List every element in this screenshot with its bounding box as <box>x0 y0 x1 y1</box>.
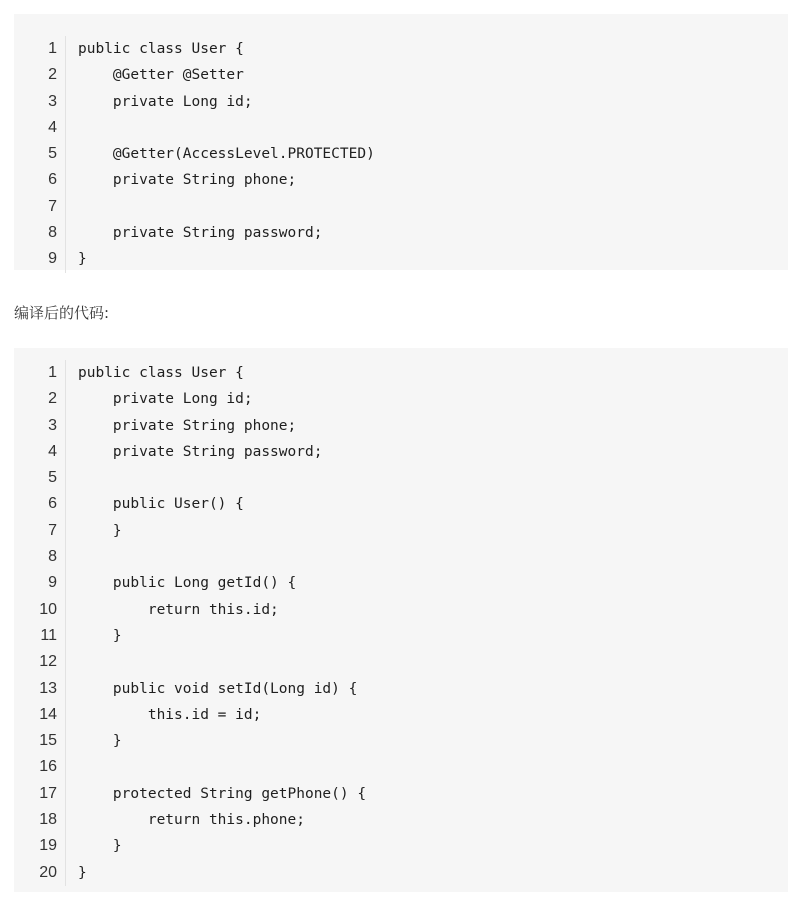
line-number: 5 <box>14 141 66 167</box>
code-text <box>66 754 78 780</box>
code-line <box>14 220 788 246</box>
code-line <box>14 544 788 570</box>
code-line <box>14 623 788 649</box>
code-text: } <box>78 522 122 539</box>
code-text: private String phone; <box>78 417 297 434</box>
code-text: protected String getPhone() { <box>78 785 367 802</box>
line-number: 4 <box>14 439 66 465</box>
code-line <box>14 115 788 141</box>
compiled-code-caption: 编译后的代码: <box>14 304 110 322</box>
line-number: 9 <box>14 246 66 272</box>
line-number: 17 <box>14 781 66 807</box>
code-line <box>14 518 788 544</box>
line-number: 2 <box>14 62 66 88</box>
code-line <box>14 194 788 220</box>
code-line <box>14 465 788 491</box>
line-number: 14 <box>14 702 66 728</box>
code-text <box>66 465 78 491</box>
code-text: return this.phone; <box>78 812 305 829</box>
line-number: 9 <box>14 570 66 596</box>
code-text: public void setId(Long id) { <box>78 680 358 697</box>
line-number: 13 <box>14 676 66 702</box>
code-line <box>14 413 788 439</box>
code-line <box>14 360 788 386</box>
line-number: 19 <box>14 833 66 859</box>
line-number: 6 <box>14 491 66 517</box>
code-text <box>66 649 78 675</box>
code-line <box>14 754 788 780</box>
code-line <box>14 597 788 623</box>
code-line <box>14 807 788 833</box>
line-number: 18 <box>14 807 66 833</box>
source-code-block <box>14 14 788 270</box>
code-text <box>66 544 78 570</box>
line-number: 20 <box>14 860 66 886</box>
code-text: } <box>78 838 122 855</box>
code-text: public User() { <box>78 496 244 513</box>
code-text: } <box>78 627 122 644</box>
code-text <box>66 115 78 141</box>
code-text <box>66 194 78 220</box>
line-number: 12 <box>14 649 66 675</box>
line-number: 8 <box>14 220 66 246</box>
line-number: 5 <box>14 465 66 491</box>
code-text: } <box>78 864 87 881</box>
code-line <box>14 439 788 465</box>
code-line <box>14 702 788 728</box>
code-line <box>14 141 788 167</box>
code-text: @Getter @Setter <box>78 67 244 84</box>
code-line <box>14 386 788 412</box>
code-line <box>14 167 788 193</box>
code-text: private Long id; <box>78 391 253 408</box>
code-text: private String phone; <box>78 172 297 189</box>
code-line <box>14 89 788 115</box>
code-line <box>14 781 788 807</box>
line-number: 1 <box>14 36 66 62</box>
code-line <box>14 570 788 596</box>
code-text: private String password; <box>78 225 323 242</box>
line-number: 10 <box>14 597 66 623</box>
code-line <box>14 860 788 886</box>
code-line <box>14 36 788 62</box>
line-number: 11 <box>14 623 66 649</box>
code-line <box>14 833 788 859</box>
code-text: private String password; <box>78 443 323 460</box>
code-text: } <box>78 733 122 750</box>
line-number: 7 <box>14 194 66 220</box>
code-text: public Long getId() { <box>78 575 297 592</box>
line-number: 1 <box>14 360 66 386</box>
compiled-code-block <box>14 348 788 892</box>
code-line <box>14 728 788 754</box>
line-number: 7 <box>14 518 66 544</box>
code-line <box>14 676 788 702</box>
code-text: @Getter(AccessLevel.PROTECTED) <box>78 146 375 163</box>
line-number: 3 <box>14 413 66 439</box>
line-number: 3 <box>14 89 66 115</box>
code-line <box>14 491 788 517</box>
line-number: 8 <box>14 544 66 570</box>
code-text: public class User { <box>78 41 244 57</box>
code-text: public class User { <box>78 365 244 381</box>
code-text: } <box>78 251 87 268</box>
code-text: this.id = id; <box>78 706 262 723</box>
line-number: 6 <box>14 167 66 193</box>
code-line <box>14 649 788 675</box>
code-text: private Long id; <box>78 93 253 110</box>
line-number: 4 <box>14 115 66 141</box>
code-line <box>14 246 788 272</box>
code-text: return this.id; <box>78 601 279 618</box>
code-line <box>14 62 788 88</box>
line-number: 2 <box>14 386 66 412</box>
line-number: 15 <box>14 728 66 754</box>
line-number: 16 <box>14 754 66 780</box>
